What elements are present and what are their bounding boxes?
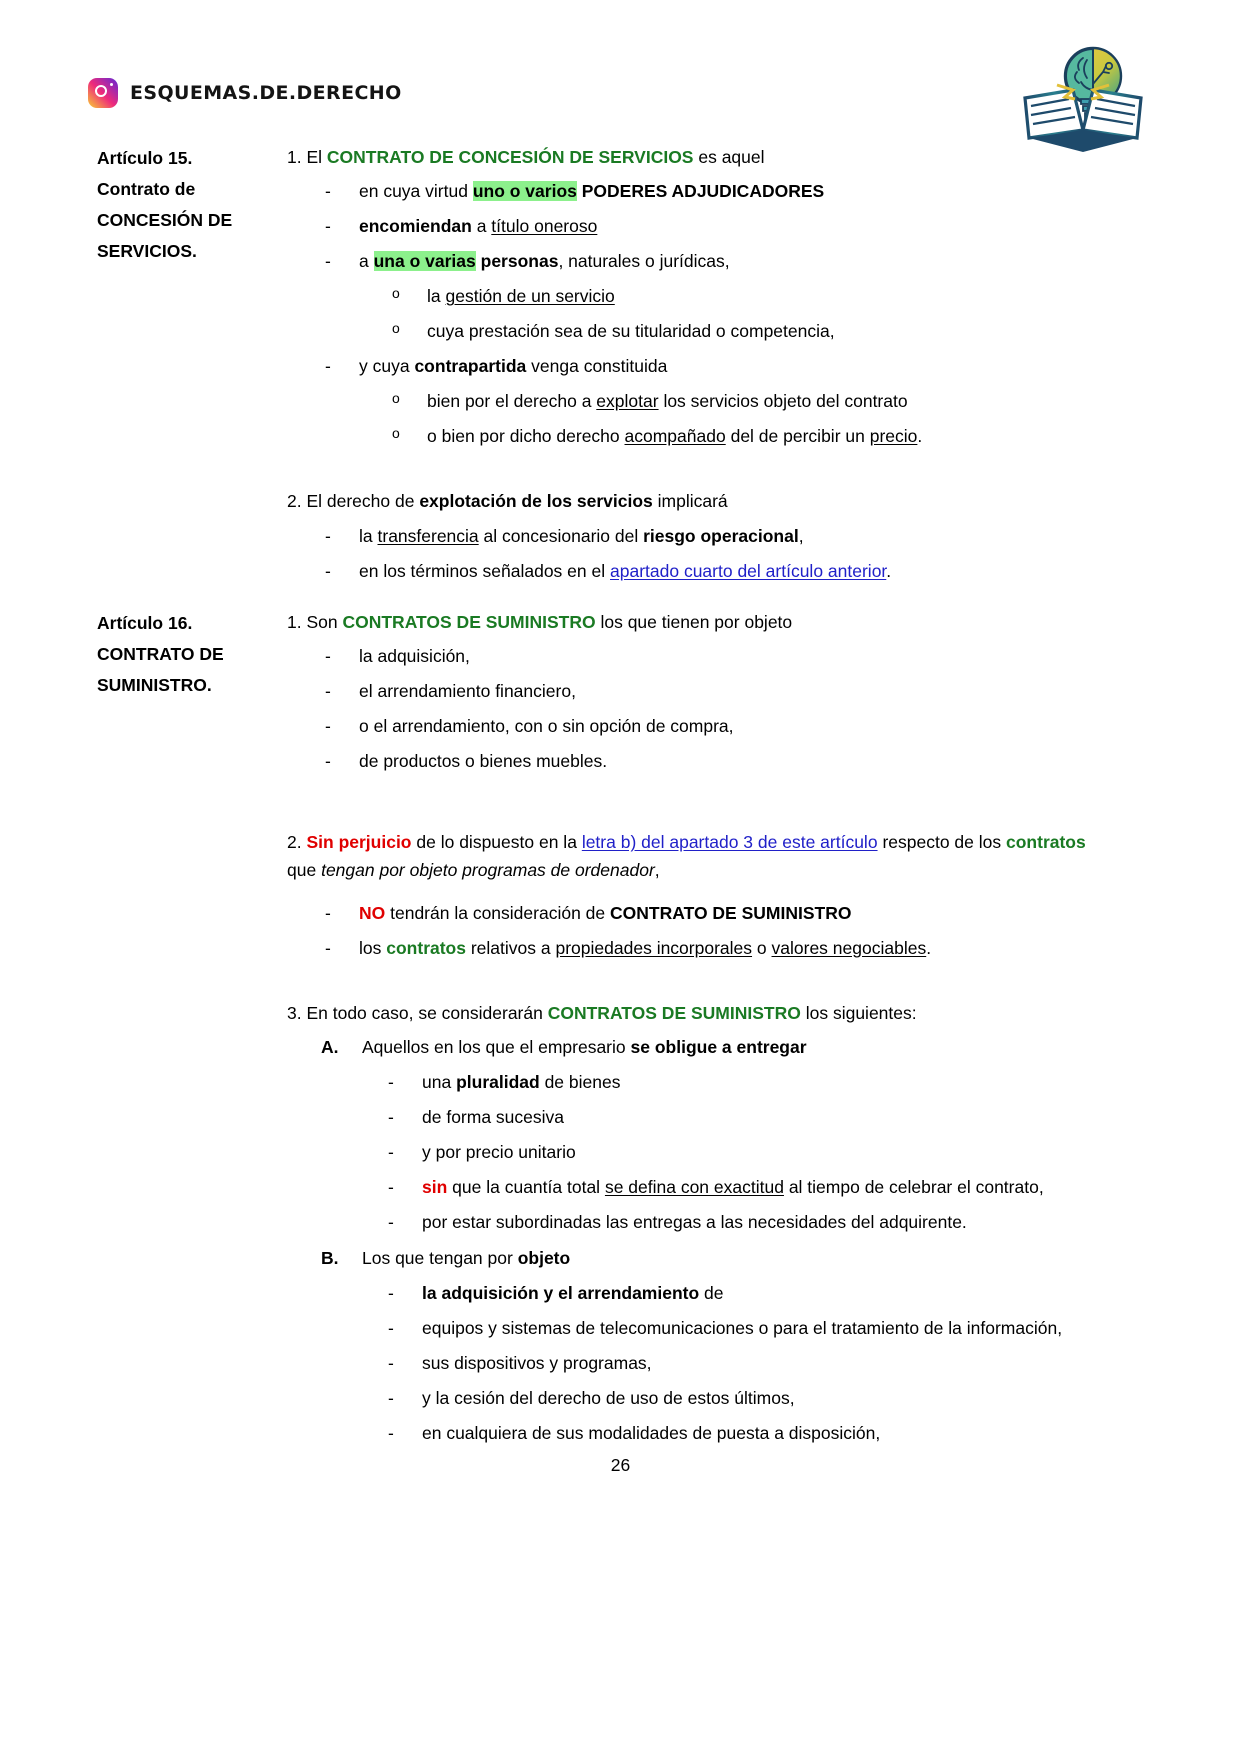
table-row-articulo-15 bbox=[97, 143, 1110, 608]
text-fragment: de lo dispuesto en la bbox=[416, 832, 577, 853]
lightbulb-brain-open-book-logo bbox=[1017, 38, 1149, 156]
list-item bbox=[287, 422, 1110, 450]
text-objeto: objeto bbox=[517, 1248, 571, 1269]
underline-propiedades-incorporales: propiedades incorporales bbox=[555, 937, 753, 958]
text-fragment: los servicios objeto del contrato bbox=[663, 391, 908, 412]
sub-bullet-list-1 bbox=[287, 282, 1110, 345]
text-fragment: de bienes bbox=[544, 1072, 621, 1093]
label-line: SERVICIOS. bbox=[97, 241, 197, 262]
vertical-spacer bbox=[287, 592, 1110, 608]
text-fragment: o bien por dicho derecho bbox=[427, 426, 620, 447]
text-fragment: la adquisición, bbox=[359, 646, 470, 667]
vertical-spacer bbox=[287, 457, 1110, 487]
bullet-list-a bbox=[362, 1068, 1110, 1236]
text-fragment: por estar subordinadas las entregas a las necesidades del adquirente. bbox=[422, 1212, 967, 1233]
paragraph-2 bbox=[287, 828, 1110, 885]
list-item bbox=[362, 1349, 1110, 1377]
text-riesgo-operacional: riesgo operacional bbox=[643, 525, 799, 546]
text-fragment: respecto de los bbox=[882, 832, 1002, 853]
text-fragment: o bbox=[756, 937, 767, 958]
list-item bbox=[287, 177, 1110, 205]
text-sin: sin bbox=[422, 1177, 448, 1198]
list-item bbox=[287, 899, 1110, 927]
text-fragment: y la cesión del derecho de uso de estos últimos, bbox=[422, 1388, 795, 1409]
brand-block bbox=[88, 78, 402, 108]
label-line: Artículo 15. bbox=[97, 148, 193, 168]
bullet-list-1 bbox=[287, 177, 1110, 275]
label-line: Artículo 16. bbox=[97, 612, 193, 633]
text-fragment: . bbox=[917, 426, 923, 447]
text-fragment: de forma sucesiva bbox=[422, 1107, 565, 1128]
link-letra-b-apartado-3[interactable]: letra b) del apartado 3 de este artículo bbox=[581, 832, 878, 853]
text-fragment: equipos y sistemas de telecomunicaciones o para el tratamiento de la información, bbox=[422, 1318, 1063, 1339]
text-explotacion-servicios: explotación de los servicios bbox=[419, 491, 653, 512]
paragraph-tail: los siguientes: bbox=[805, 1002, 917, 1023]
underline-valores-negociables: valores negociables bbox=[771, 937, 927, 958]
page-number: 26 bbox=[610, 1455, 631, 1475]
list-item bbox=[287, 387, 1110, 415]
paragraph-tail: los que tienen por objeto bbox=[600, 611, 793, 632]
highlight-una-o-varias: una o varias bbox=[373, 251, 476, 272]
bullet-list-1 bbox=[287, 642, 1110, 775]
term-contratos: contratos bbox=[386, 937, 466, 958]
text-adquisicion-arrendamiento: la adquisición y el arrendamiento bbox=[422, 1283, 700, 1304]
list-item bbox=[287, 282, 1110, 310]
link-apartado-cuarto[interactable]: apartado cuarto del artículo anterior bbox=[610, 560, 887, 581]
list-item bbox=[287, 677, 1110, 705]
paragraph-1 bbox=[287, 608, 1110, 636]
text-fragment: , naturales o jurídicas, bbox=[558, 251, 730, 272]
text-fragment: que bbox=[287, 860, 317, 881]
paragraph-number: 1. El bbox=[287, 147, 323, 167]
text-fragment: o el arrendamiento, con o sin opción de compra, bbox=[359, 716, 734, 737]
underline-acompanado: acompañado bbox=[624, 426, 726, 447]
table-row-articulo-16 bbox=[97, 608, 1110, 1455]
label-line: Contrato de bbox=[97, 179, 196, 200]
underline-transferencia: transferencia bbox=[377, 525, 479, 546]
text-fragment: de bbox=[704, 1283, 724, 1304]
instagram-icon bbox=[88, 78, 118, 108]
text-fragment: . bbox=[926, 937, 932, 958]
list-item bbox=[287, 317, 1110, 345]
text-fragment: la bbox=[427, 286, 441, 307]
list-item bbox=[287, 212, 1110, 240]
page-header bbox=[0, 30, 1241, 140]
list-item bbox=[287, 522, 1110, 550]
text-fragment: en los términos señalados en el bbox=[359, 560, 606, 581]
row-label-cell-16 bbox=[97, 608, 287, 1455]
paragraph-1 bbox=[287, 143, 1110, 171]
text-fragment: bien por el derecho a bbox=[427, 391, 592, 412]
list-item-b bbox=[287, 1244, 1110, 1447]
text-se-obligue-entregar: se obligue a entregar bbox=[630, 1037, 807, 1058]
underline-precio: precio bbox=[869, 426, 918, 447]
text-fragment: y cuya bbox=[359, 356, 410, 377]
text-no: NO bbox=[359, 902, 386, 923]
underline-se-defina-exactitud: se defina con exactitud bbox=[604, 1177, 784, 1198]
text-sin-perjuicio: Sin perjuicio bbox=[306, 832, 412, 853]
list-item bbox=[362, 1384, 1110, 1412]
text-fragment: de productos o bienes muebles. bbox=[359, 751, 608, 772]
list-item bbox=[362, 1208, 1110, 1236]
list-item bbox=[362, 1138, 1110, 1166]
term-contrato-concesion: CONTRATO DE CONCESIÓN DE SERVICIOS bbox=[326, 147, 694, 167]
list-item bbox=[287, 557, 1110, 585]
bullet-list-2 bbox=[287, 352, 1110, 380]
row-body-cell-15 bbox=[287, 143, 1110, 608]
italic-programas-ordenador: tengan por objeto programas de ordenador bbox=[321, 860, 655, 881]
brand-handle-text: ESQUEMAS.DE.DERECHO bbox=[130, 82, 402, 104]
text-fragment: la bbox=[359, 525, 373, 546]
text-fragment: a bbox=[359, 251, 369, 272]
paragraph-number: 2. El derecho de bbox=[287, 491, 415, 512]
bullet-list-3 bbox=[287, 522, 1110, 585]
paragraph-2 bbox=[287, 487, 1110, 515]
text-fragment: relativos a bbox=[470, 937, 551, 958]
text-fragment: cuya prestación sea de su titularidad o competencia, bbox=[427, 321, 835, 342]
text-fragment: en cualquiera de sus modalidades de puesta a disposición, bbox=[422, 1423, 881, 1444]
text-fragment: y por precio unitario bbox=[422, 1142, 576, 1163]
text-fragment: encomiendan bbox=[359, 216, 472, 237]
alpha-list bbox=[287, 1033, 1110, 1447]
articles-table bbox=[97, 143, 1110, 1455]
text-contrapartida: contrapartida bbox=[414, 356, 527, 377]
text-fragment: , bbox=[654, 860, 660, 881]
list-item bbox=[362, 1279, 1110, 1307]
text-fragment: Los que tengan por bbox=[362, 1248, 513, 1269]
underline-gestion-servicio: gestión de un servicio bbox=[445, 286, 615, 307]
text-fragment: Aquellos en los que el empresario bbox=[362, 1037, 626, 1058]
text-fragment: , bbox=[798, 525, 804, 546]
list-item bbox=[362, 1068, 1110, 1096]
list-item bbox=[287, 352, 1110, 380]
text-fragment: al tiempo de celebrar el contrato, bbox=[788, 1177, 1044, 1198]
row-label-cell-15 bbox=[97, 143, 287, 608]
label-line: CONCESIÓN DE bbox=[97, 210, 233, 231]
text-fragment: venga constituida bbox=[531, 356, 668, 377]
text-poderes-adjudicadores: PODERES ADJUDICADORES bbox=[581, 181, 825, 202]
list-item bbox=[287, 934, 1110, 962]
paragraph-3 bbox=[287, 999, 1110, 1027]
text-fragment: sus dispositivos y programas, bbox=[422, 1353, 652, 1374]
label-line: SUMINISTRO. bbox=[97, 674, 212, 695]
text-fragment: una bbox=[422, 1072, 452, 1093]
paragraph-number: 3. En todo caso, se considerarán bbox=[287, 1002, 543, 1023]
term-contratos-suministro: CONTRATOS DE SUMINISTRO bbox=[547, 1002, 801, 1023]
list-item bbox=[287, 642, 1110, 670]
text-fragment: los bbox=[359, 937, 382, 958]
list-item bbox=[287, 247, 1110, 275]
list-item bbox=[287, 712, 1110, 740]
text-fragment: que la cuantía total bbox=[452, 1177, 601, 1198]
list-item bbox=[362, 1103, 1110, 1131]
alpha-marker: A. bbox=[321, 1037, 339, 1058]
term-contratos: contratos bbox=[1006, 832, 1086, 853]
alpha-marker: B. bbox=[321, 1248, 339, 1269]
text-fragment: tendrán la consideración de bbox=[390, 902, 606, 923]
term-contratos-suministro: CONTRATOS DE SUMINISTRO bbox=[342, 611, 596, 632]
list-item-a bbox=[287, 1033, 1110, 1236]
paragraph-number: 1. Son bbox=[287, 611, 338, 632]
list-item bbox=[362, 1314, 1110, 1342]
list-item bbox=[362, 1419, 1110, 1447]
paragraph-tail: implicará bbox=[657, 491, 728, 512]
label-line: CONTRATO DE bbox=[97, 643, 224, 664]
text-fragment: personas bbox=[480, 251, 559, 272]
list-item bbox=[287, 747, 1110, 775]
text-fragment: el arrendamiento financiero, bbox=[359, 681, 576, 702]
underline-explotar: explotar bbox=[596, 391, 659, 412]
text-fragment: al concesionario del bbox=[483, 525, 639, 546]
text-fragment: a bbox=[476, 216, 487, 237]
text-pluralidad: pluralidad bbox=[456, 1072, 540, 1093]
vertical-spacer bbox=[287, 782, 1110, 826]
highlight-uno-o-varios: uno o varios bbox=[472, 181, 577, 202]
text-fragment: del de percibir un bbox=[730, 426, 865, 447]
text-contrato-suministro: CONTRATO DE SUMINISTRO bbox=[610, 902, 852, 923]
text-fragment: en cuya virtud bbox=[359, 181, 468, 202]
vertical-spacer bbox=[287, 969, 1110, 999]
list-item bbox=[362, 1173, 1110, 1201]
paragraph-number: 2. bbox=[287, 832, 302, 853]
underline-titulo-oneroso: título oneroso bbox=[491, 216, 598, 237]
text-fragment: . bbox=[886, 560, 892, 581]
row-body-cell-16 bbox=[287, 608, 1110, 1455]
bullet-list-2 bbox=[287, 899, 1110, 962]
bullet-list-b bbox=[362, 1279, 1110, 1447]
sub-bullet-list-2 bbox=[287, 387, 1110, 450]
paragraph-tail: es aquel bbox=[698, 147, 765, 167]
